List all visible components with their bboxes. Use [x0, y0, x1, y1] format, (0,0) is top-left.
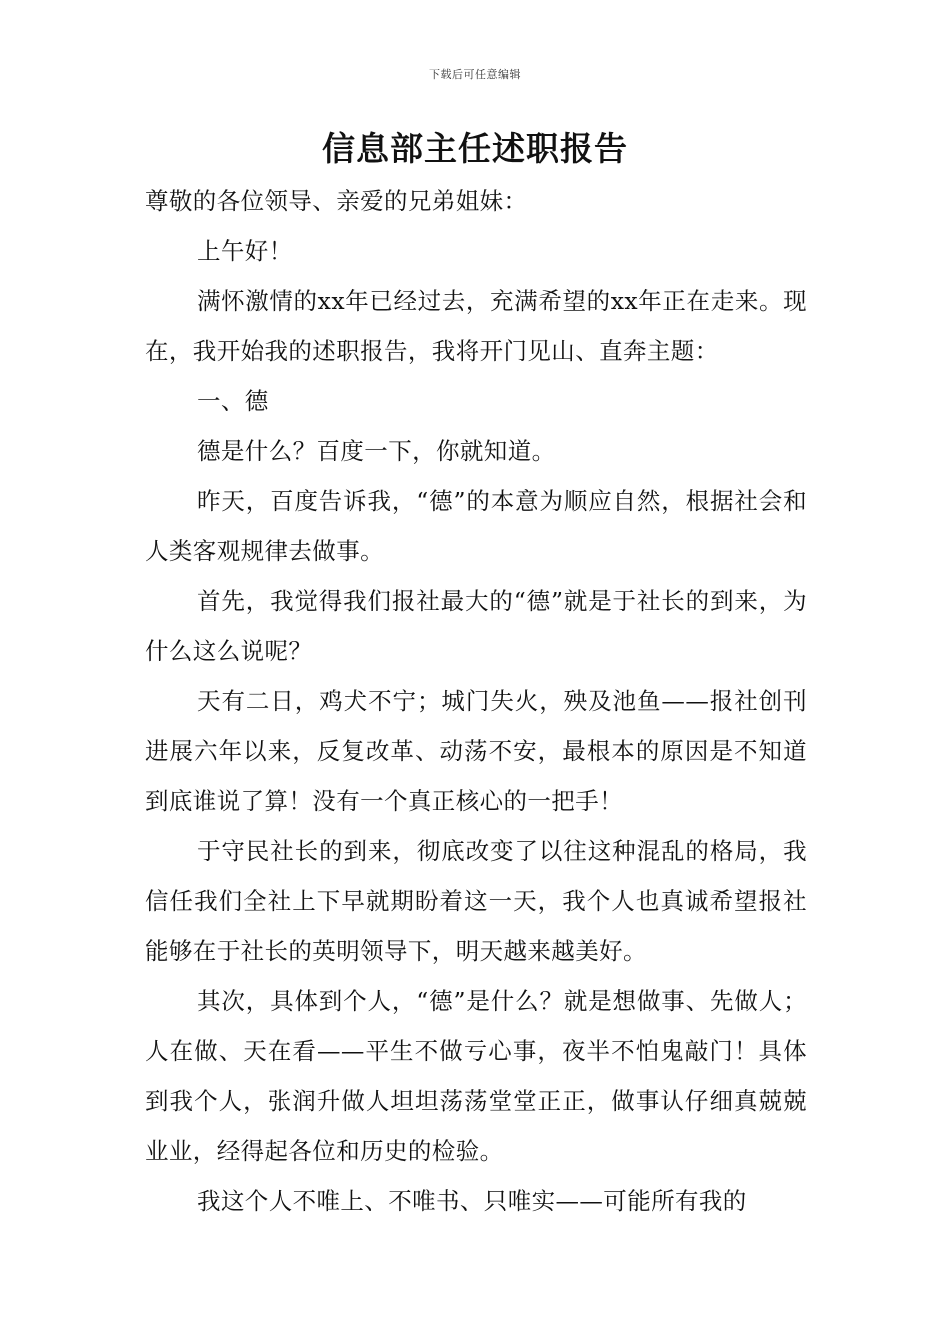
paragraph: 首先，我觉得我们报社最大的“德”就是于社长的到来，为什么这么说呢？: [145, 587, 807, 665]
paragraph: 其次，具体到个人，“德”是什么？就是想做事、先做人；人在做、天在看——平生不做亏心事，夜半不怕鬼敲门！具体到我个人，张润升做人坦坦荡荡堂堂正正，做事认仔细真兢兢业业，经得起各位和历史的检验。: [145, 987, 807, 1165]
section-heading-de: 一、德: [197, 387, 269, 415]
paragraph-greeting: 上午好！: [197, 237, 293, 265]
paragraph: 于守民社长的到来，彻底改变了以往这种混乱的格局，我信任我们全社上下早就期盼着这一天，我个人也真诚希望报社能够在于社长的英明领导下，明天越来越美好。: [145, 837, 807, 965]
header-note: 下载后可任意编辑: [429, 68, 521, 81]
document-body: [145, 176, 807, 1226]
paragraph: 天有二日，鸡犬不宁；城门失火，殃及池鱼——报社创刊进展六年以来，反复改革、动荡不安，最根本的原因是不知道到底谁说了算！没有一个真正核心的一把手！: [145, 687, 807, 815]
paragraph: 德是什么？百度一下，你就知道。: [197, 437, 556, 465]
paragraph: 昨天，百度告诉我，“德”的本意为顺应自然，根据社会和人类客观规律去做事。: [145, 487, 807, 565]
document-title: 信息部主任述职报告: [322, 129, 628, 168]
salutation: 尊敬的各位领导、亲爱的兄弟姐妹：: [145, 187, 528, 215]
paragraph-opening: 满怀激情的xx年已经过去，充满希望的xx年正在走来。现在，我开始我的述职报告，我将开门见山、直奔主题：: [145, 287, 807, 365]
paragraph: 我这个人不唯上、不唯书、只唯实——可能所有我的: [197, 1187, 747, 1215]
